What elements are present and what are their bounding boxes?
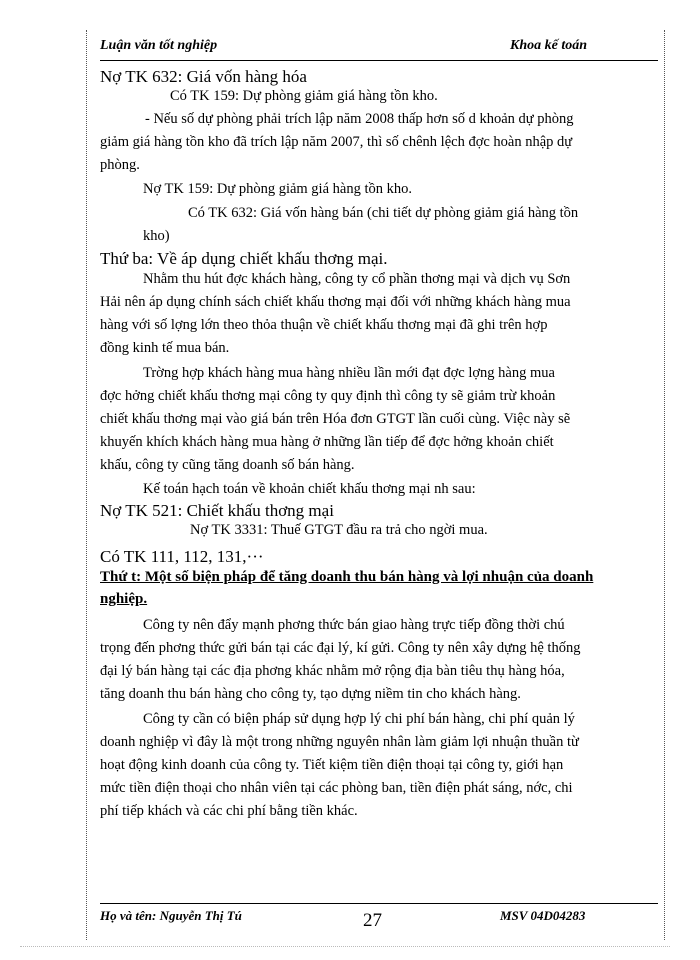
para-line: khuyến khích khách hàng mua hàng ở những lần tiếp để đợc hởng khoản chiết	[100, 434, 554, 450]
entry-debit-521: Nợ TK 521: Chiết khấu thơng mại	[100, 501, 334, 520]
entry-debit-159: Nợ TK 159: Dự phòng giảm giá hàng tồn kho.	[143, 181, 412, 197]
entry-debit-632: Nợ TK 632: Giá vốn hàng hóa	[100, 67, 307, 86]
section-heading-4-cont: nghiệp.	[100, 591, 148, 607]
para-line: doanh nghiệp vì đây là một trong những nguyên nhân làm giảm lợi nhuận thuần từ	[100, 734, 579, 750]
para-line: đồng kinh tế mua bán.	[100, 340, 230, 356]
para-line: đại lý bán hàng tại các địa phơng khác nhằm mở rộng địa bàn tiêu thụ hàng hóa,	[100, 663, 565, 679]
para-line: giảm giá hàng tồn kho đã trích lập năm 2007, thì số chênh lệch đợc hoàn nhập dự	[100, 134, 573, 150]
para-line: Kế toán hạch toán về khoản chiết khấu thơng mại nh sau:	[143, 481, 476, 497]
header-rule	[100, 60, 658, 61]
entry-credit-632-cont: kho)	[143, 228, 170, 244]
para-line: khấu, công ty cũng tăng doanh số bán hàng.	[100, 457, 355, 473]
para-line: Hải nên áp dụng chính sách chiết khấu thơng mại đối với những khách hàng mua	[100, 294, 571, 310]
para-line: chiết khấu thơng mại vào giá bán trên Hóa đơn GTGT lần cuối cùng. Việc này sẽ	[100, 411, 571, 427]
page-frame-bottom	[20, 946, 670, 947]
para-line: trọng đến phơng thức gửi bán tại các đại lý, kí gửi. Công ty nên xây dựng hệ thống	[100, 640, 581, 656]
para-line: phí tiếp khách và các chi phí bằng tiền khác.	[100, 803, 358, 819]
para-line: Công ty cần có biện pháp sử dụng hợp lý chi phí bán hàng, chi phí quản lý	[143, 711, 575, 727]
page-frame-right	[664, 30, 665, 940]
header-left: Luận văn tốt nghiệp	[100, 38, 218, 53]
footer-student-id: MSV 04D04283	[500, 908, 586, 923]
para-line: - Nếu số dự phòng phải trích lập năm 2008 thấp hơn số d khoản dự phòng	[145, 111, 574, 127]
para-line: phòng.	[100, 157, 140, 173]
entry-debit-3331: Nợ TK 3331: Thuế GTGT đầu ra trả cho ngời mua.	[190, 522, 488, 538]
para-line: Trờng hợp khách hàng mua hàng nhiều lần mới đạt đợc lợng hàng mua	[143, 365, 555, 381]
para-line: đợc hởng chiết khấu thơng mại công ty quy định thì công ty sẽ giảm trừ khoản	[100, 388, 556, 404]
page-frame-left	[86, 30, 87, 940]
para-line: tăng doanh thu bán hàng cho công ty, tạo dựng niềm tin cho khách hàng.	[100, 686, 521, 702]
para-line: Công ty nên đẩy mạnh phơng thức bán giao hàng trực tiếp đồng thời chú	[143, 617, 565, 633]
page-number: 27	[363, 910, 382, 931]
entry-credit-111: Có TK 111, 112, 131,···	[100, 547, 264, 566]
entry-credit-159: Có TK 159: Dự phòng giảm giá hàng tồn kho.	[170, 88, 438, 104]
section-heading-4: Thứ t: Một số biện pháp để tăng doanh thu bán hàng và lợi nhuận của doanh	[100, 569, 594, 585]
para-line: hàng với số lợng lớn theo thỏa thuận về chiết khấu thơng mại đã ghi trên hợp	[100, 317, 548, 333]
para-line: hoạt động kinh doanh của công ty. Tiết kiệm tiền điện thoại tại công ty, giới hạn	[100, 757, 564, 773]
para-line: mức tiền điện thoại cho nhân viên tại các phòng ban, tiền điện phát sáng, nớc, chi	[100, 780, 573, 796]
footer-rule	[100, 903, 658, 904]
entry-credit-632: Có TK 632: Giá vốn hàng bán (chi tiết dự phòng giảm giá hàng tồn	[188, 205, 579, 221]
section-heading-3: Thứ ba: Về áp dụng chiết khấu thơng mại.	[100, 249, 388, 268]
para-line: Nhằm thu hút đợc khách hàng, công ty cổ phần thơng mại và dịch vụ Sơn	[143, 271, 571, 287]
header-right: Khoa kế toán	[510, 38, 588, 53]
footer-author: Họ và tên: Nguyễn Thị Tú	[100, 908, 242, 923]
